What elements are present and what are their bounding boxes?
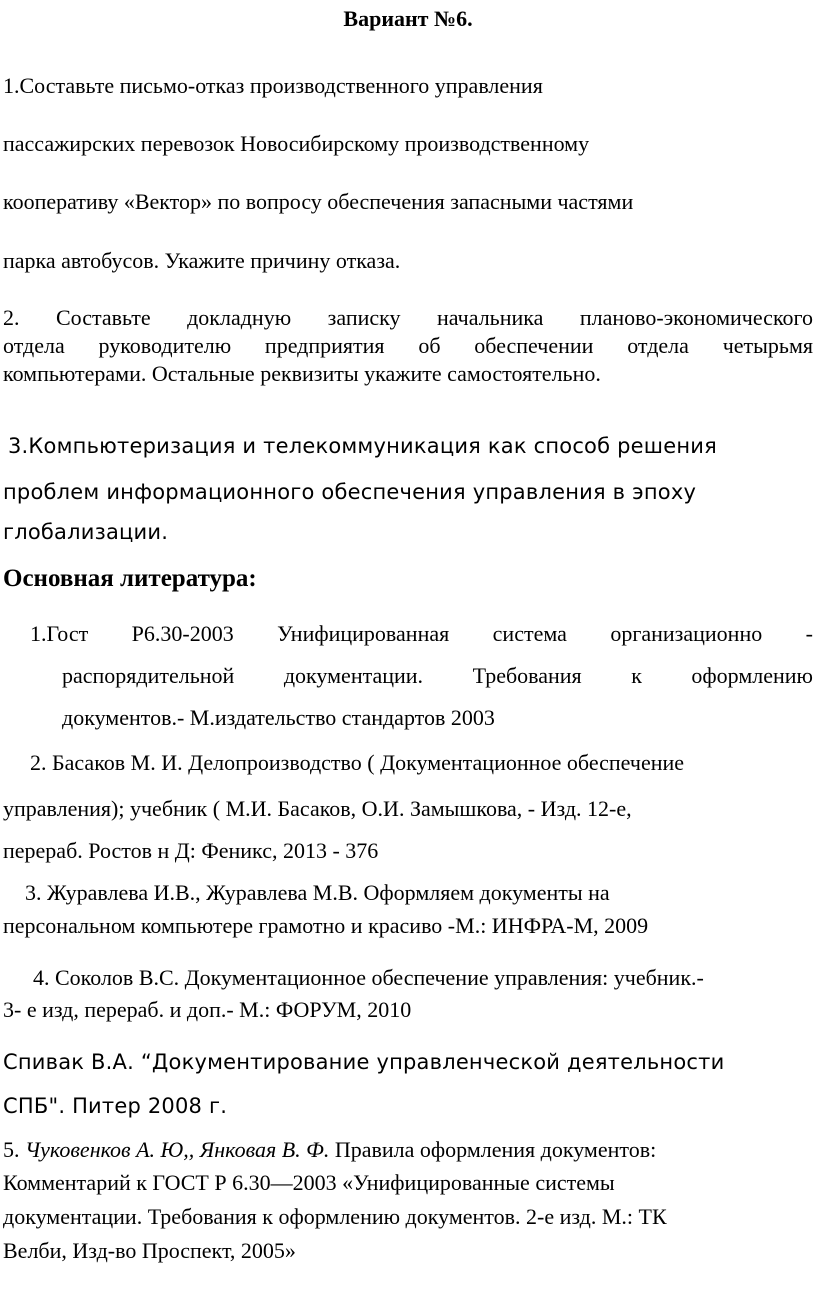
- literature-item-5-line: документации. Требования к оформлению документов. 2-е изд. М.: ТК: [3, 1204, 667, 1229]
- task1-line: кооперативу «Вектор» по вопросу обеспечения запасными частями: [3, 189, 634, 214]
- page-title: Вариант №6.: [343, 6, 473, 31]
- task2-line: отдела руководителю предприятия об обеспечении отдела четырьмя: [3, 333, 813, 358]
- task3-line: 3.Компьютеризация и телекоммуникация как способ решения: [8, 434, 717, 458]
- literature-item-spivak-line: СПБ". Питер 2008 г.: [3, 1094, 228, 1118]
- literature-item-4-line: 4. Соколов В.С. Документационное обеспечение управления: учебник.-: [33, 965, 704, 990]
- literature-item-5-line: Велби, Изд-во Проспект, 2005»: [3, 1238, 296, 1263]
- literature-item-5-line: Комментарий к ГОСТ Р 6.30—2003 «Унифицированные системы: [3, 1170, 615, 1195]
- task2-line: 2. Составьте докладную записку начальника планово-экономического: [3, 305, 813, 330]
- literature-item-2-line: 2. Басаков М. И. Делопроизводство ( Документационное обеспечение: [30, 750, 685, 775]
- literature-item-5-first-line: [3, 1137, 656, 1163]
- task2-line: компьютерами. Остальные реквизиты укажите самостоятельно.: [3, 361, 601, 386]
- literature-item-5-authors: Чуковенков А. Ю,, Янковая В. Ф.: [25, 1137, 330, 1162]
- task1-line: 1.Составьте письмо-отказ производственного управления: [3, 73, 543, 98]
- literature-item-3-line: 3. Журавлева И.В., Журавлева М.В. Оформляем документы на: [25, 880, 610, 905]
- literature-item-1-line: 1.Гост Р6.30-2003 Унифицированная система организационно -: [30, 621, 813, 646]
- literature-item-5-number: 5.: [3, 1137, 25, 1162]
- task1-line: пассажирских перевозок Новосибирскому производственному: [3, 131, 590, 156]
- task3-line: проблем информационного обеспечения управления в эпоху: [3, 480, 697, 504]
- literature-item-2-line: управления); учебник ( М.И. Басаков, О.И. Замышкова, - Изд. 12-е,: [3, 796, 632, 821]
- literature-item-5-title: Правила оформления документов:: [329, 1137, 657, 1162]
- literature-item-1-line: документов.- М.издательство стандартов 2003: [62, 705, 495, 730]
- literature-item-4-line: 3- е изд, перераб. и доп.- М.: ФОРУМ, 2010: [3, 997, 412, 1022]
- literature-item-3-line: персональном компьютере грамотно и красиво -М.: ИНФРА-М, 2009: [3, 913, 649, 938]
- task3-line: глобализации.: [3, 520, 169, 544]
- literature-heading: Основная литература:: [3, 565, 257, 592]
- literature-item-2-line: перераб. Ростов н Д: Феникс, 2013 - 376: [3, 838, 379, 863]
- literature-item-spivak-line: Спивак В.А. “Документирование управленческой деятельности: [3, 1050, 725, 1074]
- literature-item-1-line: распорядительной документации. Требования к оформлению: [62, 663, 813, 688]
- task1-line: парка автобусов. Укажите причину отказа.: [3, 248, 401, 273]
